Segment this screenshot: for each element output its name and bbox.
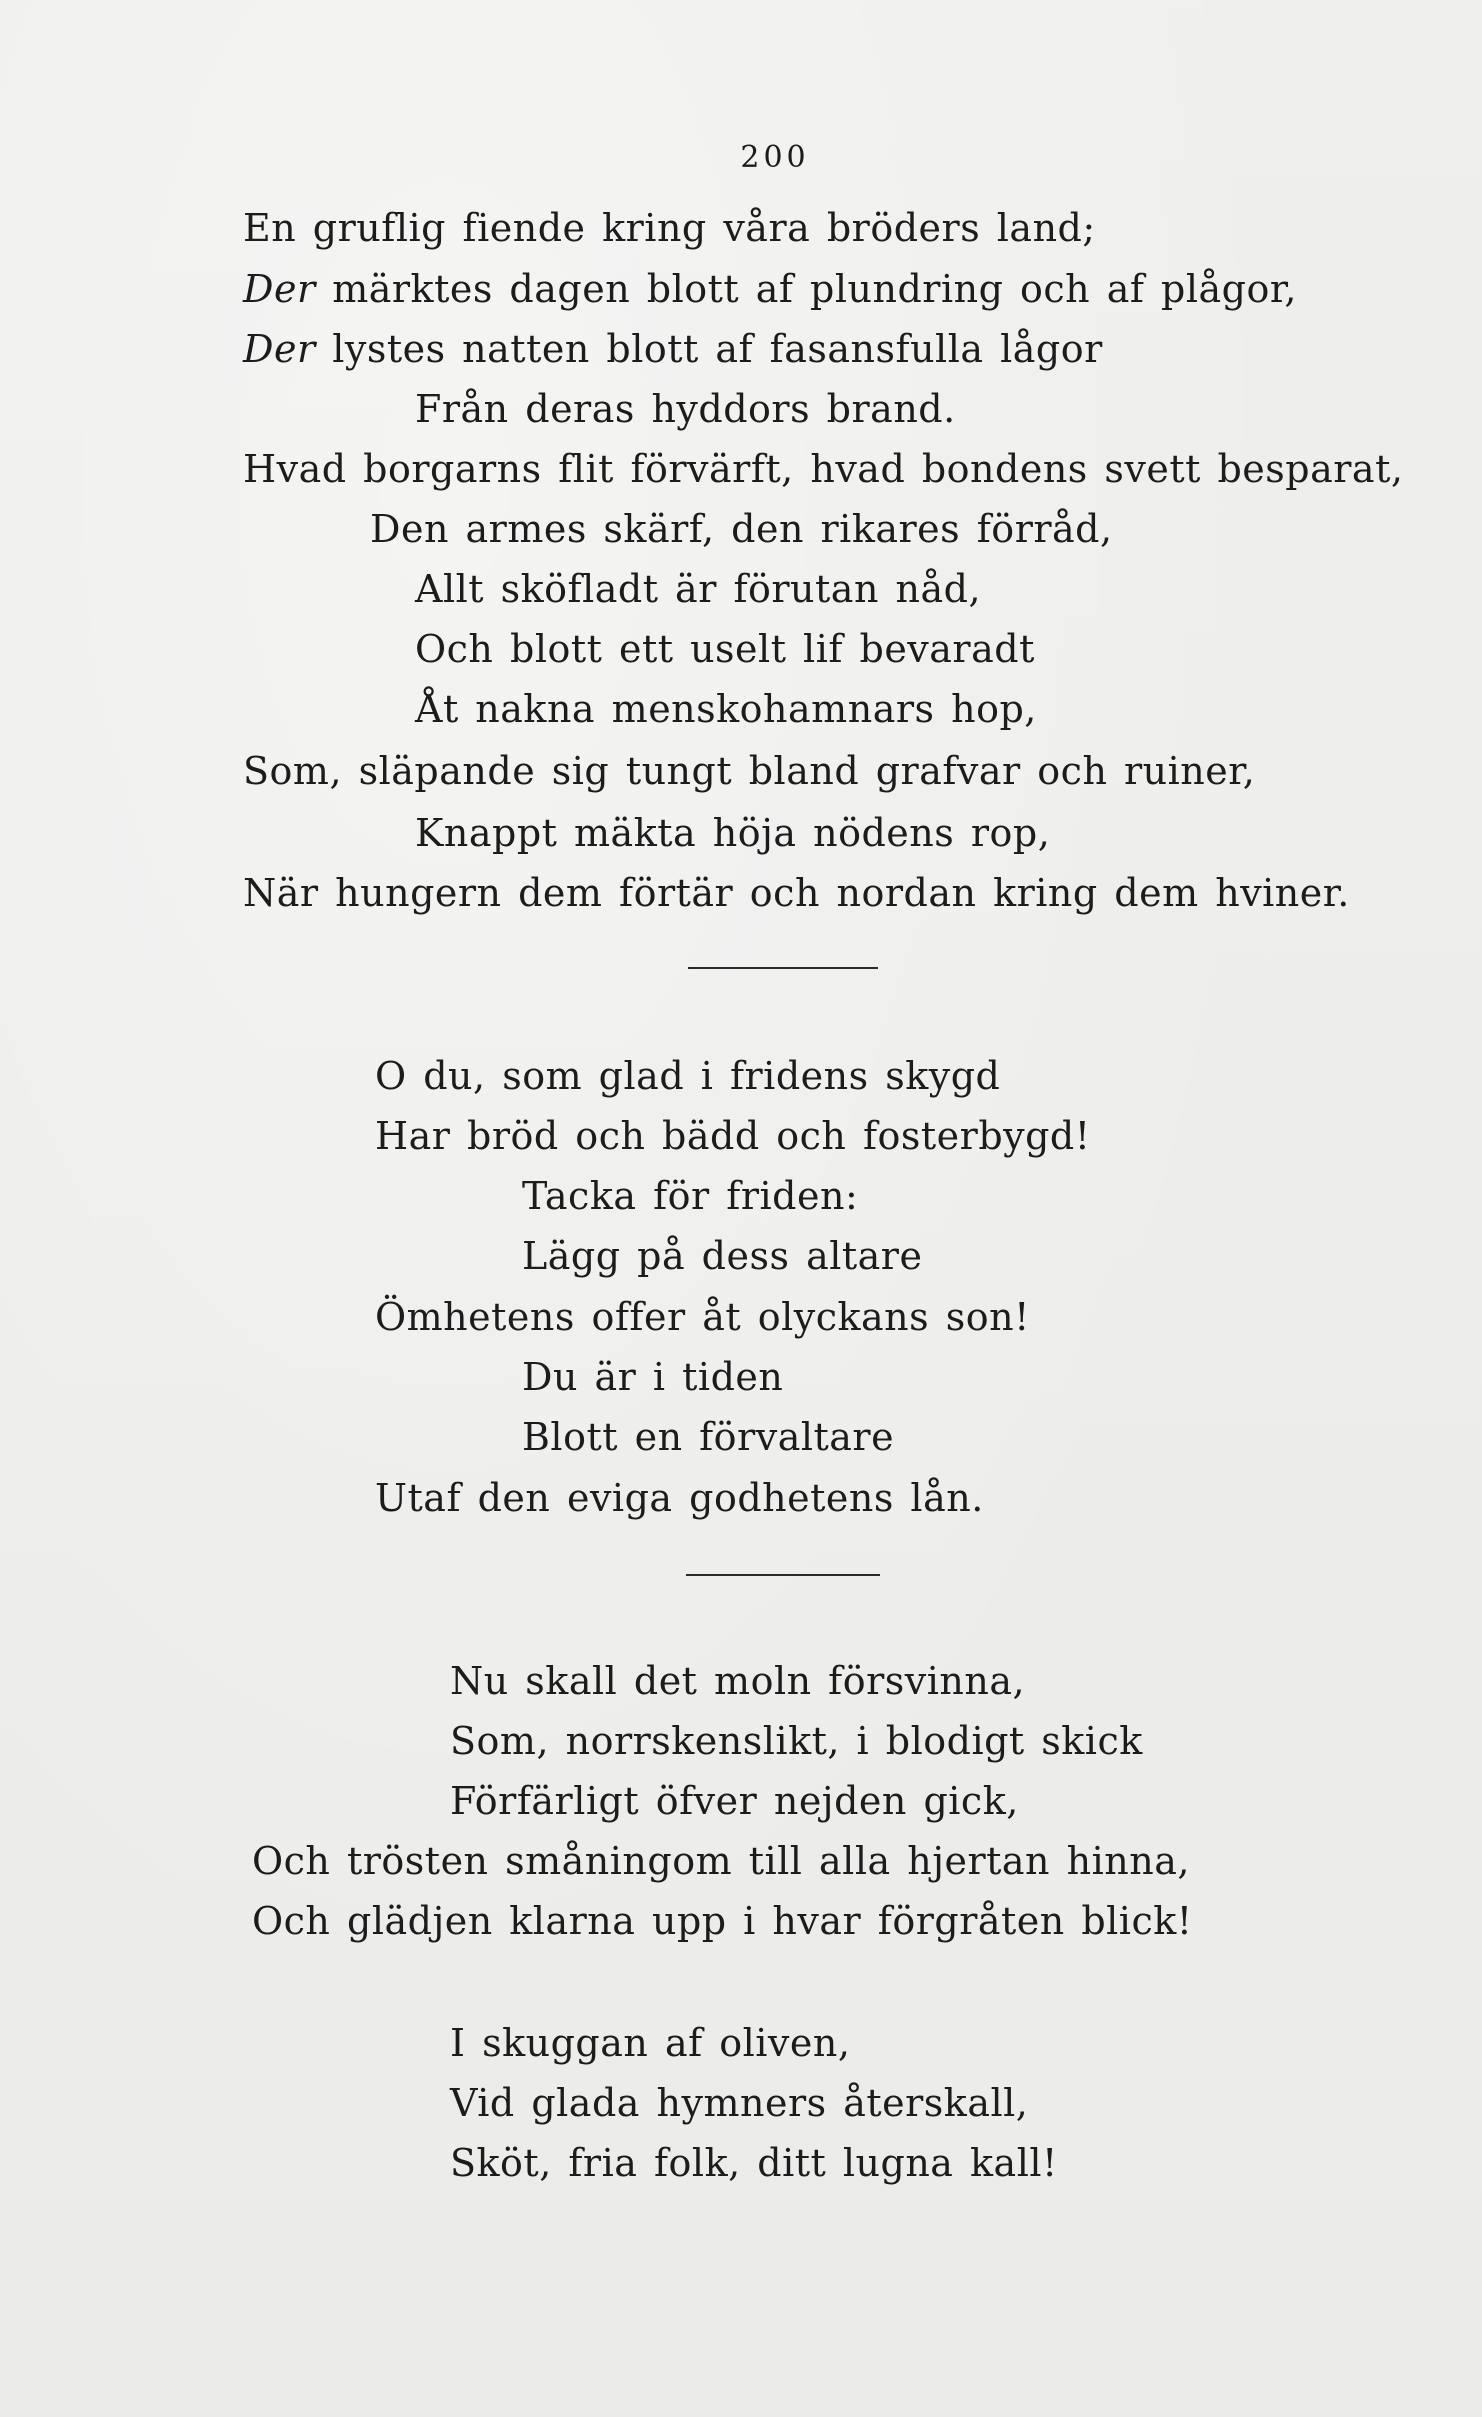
poem-line: Tacka för friden: [522, 1174, 859, 1218]
section-divider [686, 1574, 880, 1576]
poem-line: Allt sköfladt är förutan nåd, [415, 567, 982, 611]
poem-line: Utaf den eviga godhetens lån. [375, 1476, 984, 1520]
poem-line: Ömhetens offer åt olyckans son! [375, 1295, 1030, 1339]
poem-line: Förfärligt öfver nejden gick, [450, 1779, 1019, 1823]
poem-line: Vid glada hymners återskall, [450, 2081, 1029, 2125]
poem-line: Nu skall det moln försvinna, [450, 1659, 1026, 1703]
poem-line: Du är i tiden [522, 1355, 784, 1399]
poem-line: Och trösten småningom till alla hjertan hinna, [252, 1839, 1190, 1883]
page-number: 200 [740, 140, 810, 175]
poem-line: Åt nakna menskohamnars hop, [415, 687, 1037, 731]
poem-line: Och blott ett uselt lif bevaradt [415, 627, 1035, 671]
poem-line: När hungern dem förtär och nordan kring dem hviner. [243, 871, 1350, 915]
poem-line: Knappt mäkta höja nödens rop, [415, 811, 1051, 855]
poem-line: Som, släpande sig tungt bland grafvar och ruiner, [243, 749, 1256, 793]
poem-line: Som, norrskenslikt, i blodigt skick [450, 1719, 1143, 1763]
section-divider [688, 967, 878, 969]
poem-line: Sköt, fria folk, ditt lugna kall! [450, 2141, 1058, 2185]
poem-line: Och glädjen klarna upp i hvar förgråten blick! [252, 1899, 1193, 1943]
italic-word: Der [243, 327, 316, 371]
poem-line: Der lystes natten blott af fasansfulla lågor [243, 327, 1103, 371]
poem-line: Der märktes dagen blott af plundring och af plågor, [243, 267, 1297, 311]
poem-line: Den armes skärf, den rikares förråd, [370, 507, 1113, 551]
poem-line: O du, som glad i fridens skygd [375, 1054, 1001, 1098]
poem-line: Från deras hyddors brand. [415, 387, 956, 431]
poem-line: Har bröd och bädd och fosterbygd! [375, 1114, 1091, 1158]
poem-line: En gruflig fiende kring våra bröders land; [243, 206, 1096, 250]
italic-word: Der [243, 267, 316, 311]
poem-line: Lägg på dess altare [522, 1234, 923, 1278]
poem-line: I skuggan af oliven, [450, 2021, 851, 2065]
poem-line: Hvad borgarns flit förvärft, hvad bondens svett besparat, [243, 447, 1404, 491]
poem-line: Blott en förvaltare [522, 1415, 895, 1459]
